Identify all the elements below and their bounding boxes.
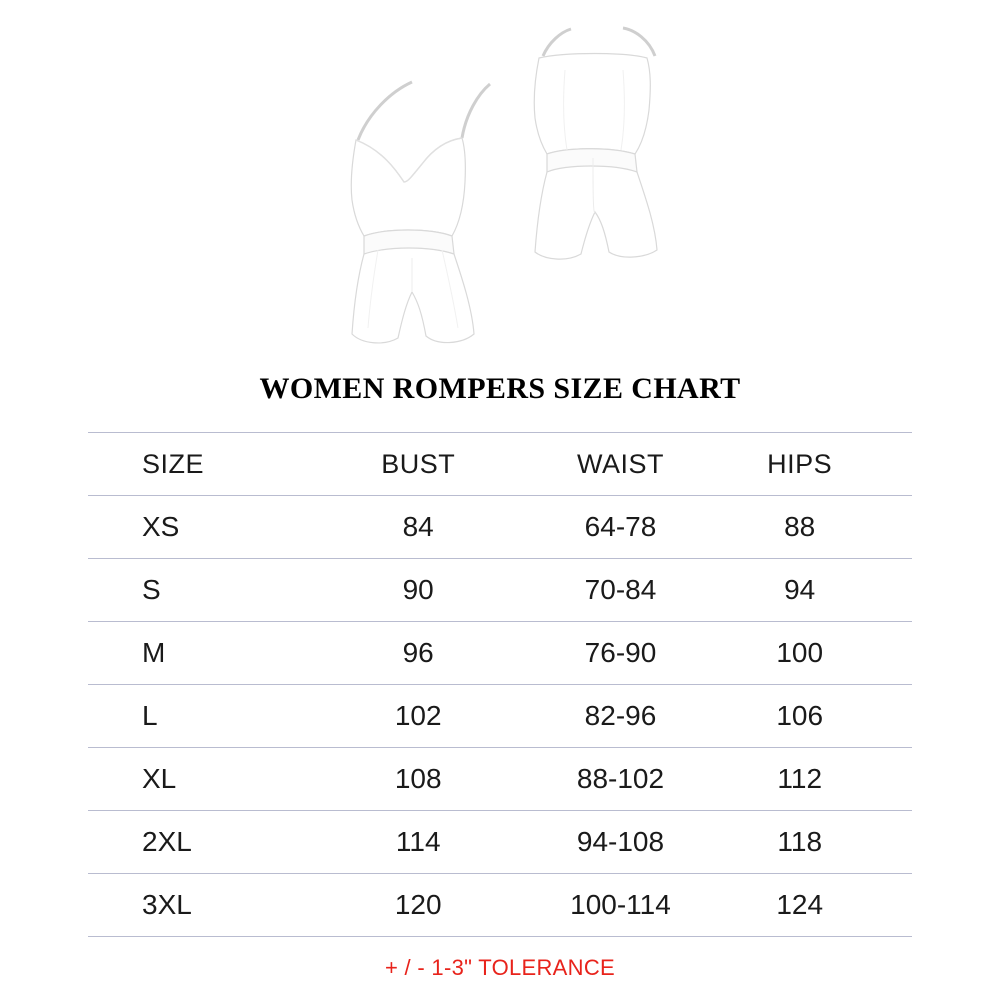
cell-hips: 88	[716, 496, 912, 559]
cell-waist: 82-96	[525, 685, 717, 748]
column-header-bust: BUST	[327, 433, 525, 496]
cell-waist: 70-84	[525, 559, 717, 622]
cell-bust: 114	[327, 811, 525, 874]
tolerance-note: + / - 1-3" TOLERANCE	[384, 955, 616, 980]
cell-bust: 108	[327, 748, 525, 811]
table-row	[88, 496, 912, 559]
cell-hips: 112	[716, 748, 912, 811]
table-row	[88, 811, 912, 874]
cell-bust: 84	[327, 496, 525, 559]
table-row	[88, 559, 912, 622]
size-chart-table-wrap	[0, 432, 1000, 937]
cell-size: 3XL	[88, 874, 327, 937]
table-header-row	[88, 433, 912, 496]
column-header-waist: WAIST	[525, 433, 717, 496]
table-row	[88, 622, 912, 685]
cell-hips: 106	[716, 685, 912, 748]
table-body	[88, 496, 912, 937]
column-header-hips: HIPS	[716, 433, 912, 496]
cell-size: L	[88, 685, 327, 748]
cell-hips: 124	[716, 874, 912, 937]
cell-waist: 76-90	[525, 622, 717, 685]
cell-hips: 94	[716, 559, 912, 622]
cell-size: XS	[88, 496, 327, 559]
table-row	[88, 685, 912, 748]
cell-waist: 94-108	[525, 811, 717, 874]
table-header	[88, 433, 912, 496]
cell-bust: 120	[327, 874, 525, 937]
page-title: WOMEN ROMPERS SIZE CHART	[259, 372, 741, 405]
cell-waist: 64-78	[525, 496, 717, 559]
romper-front-view	[312, 78, 542, 368]
table-row	[88, 748, 912, 811]
cell-bust: 102	[327, 685, 525, 748]
cell-size: XL	[88, 748, 327, 811]
column-header-size: SIZE	[88, 433, 327, 496]
cell-hips: 100	[716, 622, 912, 685]
cell-waist: 100-114	[525, 874, 717, 937]
cell-waist: 88-102	[525, 748, 717, 811]
cell-bust: 90	[327, 559, 525, 622]
product-illustration	[0, 0, 1000, 370]
cell-bust: 96	[327, 622, 525, 685]
table-row	[88, 874, 912, 937]
cell-size: S	[88, 559, 327, 622]
cell-hips: 118	[716, 811, 912, 874]
size-chart-table	[88, 432, 912, 937]
cell-size: M	[88, 622, 327, 685]
cell-size: 2XL	[88, 811, 327, 874]
